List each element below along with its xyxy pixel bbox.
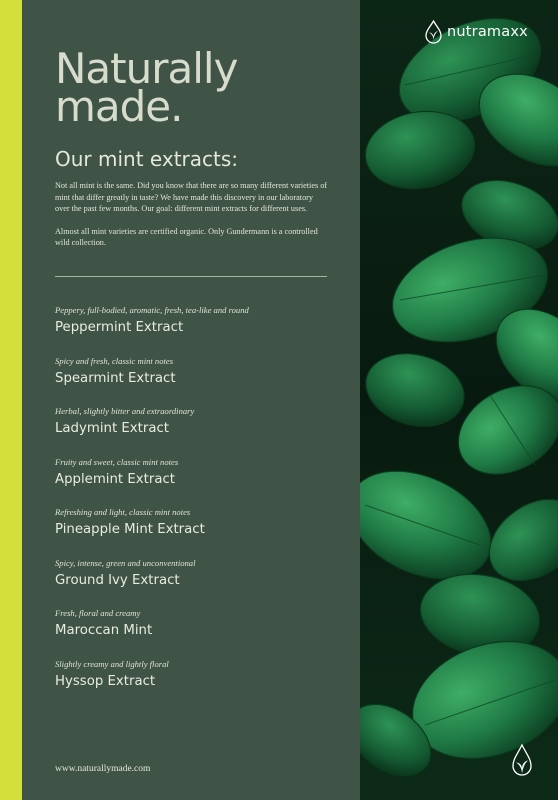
extract-name: Ladymint Extract	[55, 421, 170, 436]
footer-logo-mark	[511, 744, 533, 785]
extract-item-maroccan-mint	[55, 608, 345, 659]
extract-name: Maroccan Mint	[55, 623, 153, 638]
page-headline	[55, 44, 238, 131]
extract-description: Fruity and sweet, classic mint notes	[55, 456, 179, 467]
extract-name: Applemint Extract	[55, 471, 175, 487]
extract-name: Peppermint Extract	[55, 320, 184, 335]
extract-item-spearmint	[55, 356, 345, 407]
headline-line-2: made.	[55, 82, 183, 131]
extract-item-hyssop	[55, 659, 345, 710]
extract-description: Slightly creamy and lightly floral	[55, 658, 169, 669]
accent-stripe	[0, 0, 22, 800]
leaf-drop-icon	[424, 20, 443, 44]
extract-name: Pineapple Mint Extract	[55, 522, 205, 537]
mint-leaves-illustration	[360, 0, 558, 800]
section-subheading: Our mint extracts:	[55, 147, 239, 171]
extract-item-peppermint	[55, 305, 345, 356]
section-divider	[55, 276, 327, 277]
extract-description: Fresh, floral and creamy	[55, 608, 141, 618]
extract-description: Herbal, slightly bitter and extraordinary	[55, 406, 195, 416]
brand-name: nutramaxx	[447, 24, 528, 40]
headline-line-1: Naturally	[55, 44, 238, 93]
leaf-drop-icon	[511, 744, 533, 780]
extract-list	[55, 305, 345, 709]
extract-name: Spearmint Extract	[55, 370, 176, 386]
brand-logo	[424, 20, 528, 44]
extract-item-pineapple-mint	[55, 507, 345, 558]
extract-item-ladymint	[55, 406, 345, 457]
intro-text	[55, 180, 327, 260]
extract-name: Ground Ivy Extract	[55, 572, 180, 588]
extract-description: Spicy and fresh, classic mint notes	[55, 355, 174, 366]
mint-leaves-photo	[360, 0, 558, 800]
extract-name: Hyssop Extract	[55, 673, 156, 689]
extract-item-applemint	[55, 457, 345, 508]
website-url: www.naturallymade.com	[55, 764, 151, 774]
intro-paragraph-2: Almost all mint varieties are certified organic. Only Gundermann is a controlled wild collection.	[55, 226, 318, 247]
intro-paragraph-1: Not all mint is the same. Did you know that there are so many different varieties of mint that differ greatly in taste? We have made this discovery in our laboratory over the past few months. Our goal: different mint extracts for different uses.	[55, 181, 328, 213]
extract-description: Spicy, intense, green and unconventional	[55, 557, 196, 568]
extract-item-ground-ivy	[55, 558, 345, 609]
extract-description: Refreshing and light, classic mint notes	[55, 507, 191, 517]
extract-description: Peppery, full-bodied, aromatic, fresh, tea-like and round	[55, 305, 249, 315]
